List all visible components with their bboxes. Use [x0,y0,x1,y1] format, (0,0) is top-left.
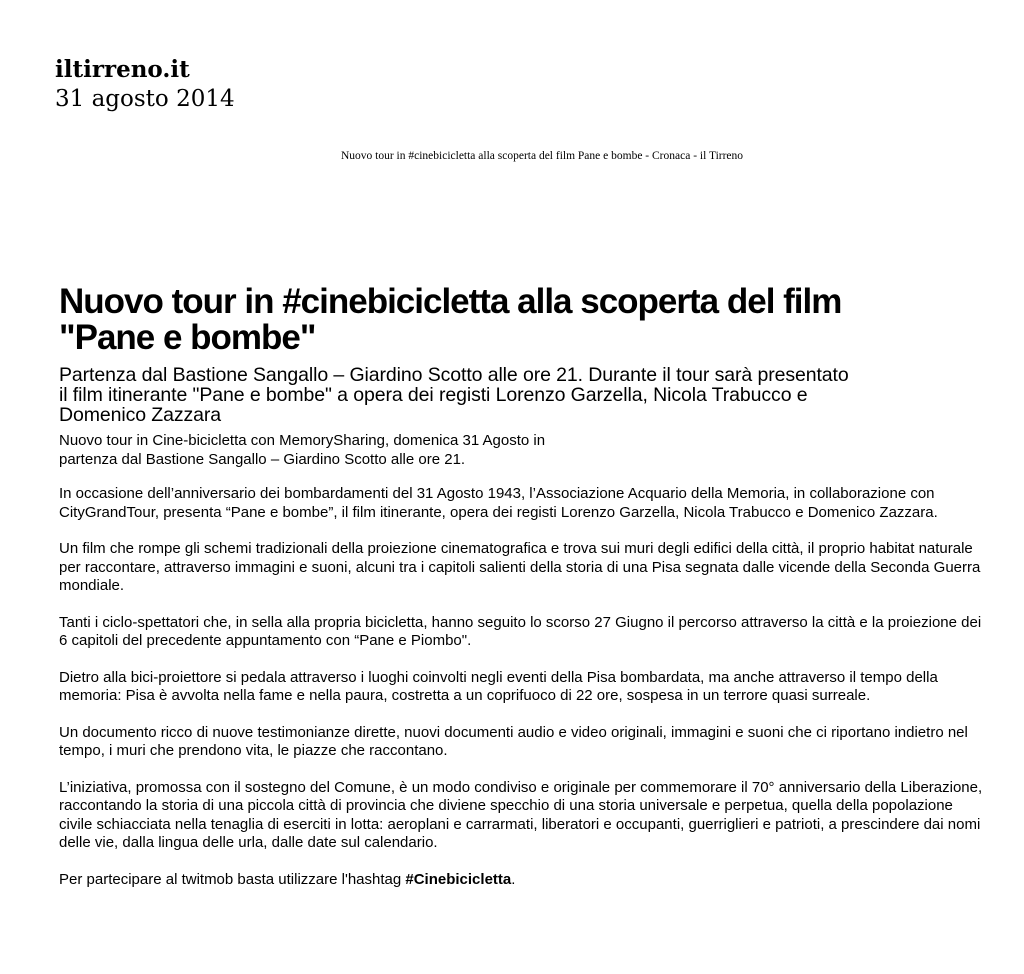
source-date: 31 agosto 2014 [55,85,235,112]
article-body [59,485,989,889]
lead-line-1: Nuovo tour in Cine-bicicletta con MemorySharing, domenica 31 Agosto in [59,432,546,449]
article-paragraph: Dietro alla bici-proiettore si pedala attraverso i luoghi coinvolti negli eventi della Pisa bombardata, ma anche attraverso il tempo della memoria: Pisa è avvolta nella fame e nella paura, costretta a un coprifuoco di 22 ore, sospesa in un terrore quasi surreale. [59,668,938,704]
article-lead [59,431,989,469]
article-paragraph: L’iniziativa, promossa con il sostegno del Comune, è un modo condiviso e originale per commemorare il 70° anniversario della Liberazione, raccontando la storia di una piccola città di provincia che diviene specchio di una storia universale e perpetua, quella della popolazione civile schiacciata nella tenaglia di eserciti in lotta: aeroplani e carrarmati, liberatori e occupanti, guerriglieri e patrioti, a prescindere dai nomi delle vie, dalla lingua delle urla, dalle date sul calendario. [59,778,983,851]
article-paragraph: Un film che rompe gli schemi tradizionali della proiezione cinematografica e trova sui muri degli edifici della città, il proprio habitat naturale per raccontare, attraverso immagini e suoni, alcuni tra i capitoli salienti della storia di una Pisa segnata dalle vicende della Seconda Guerra mondiale. [59,540,981,594]
article-paragraph: Tanti i ciclo-spettatori che, in sella alla propria bicicletta, hanno seguito lo scorso 27 Giugno il percorso attraverso la città e la proiezione dei 6 capitoli del precedente appuntamento con “Pane e Piombo". [59,613,982,649]
subtitle-line-3: Domenico Zazzara [59,404,222,426]
article-headline [59,284,989,356]
closing-text: Per partecipare al twitmob basta utilizzare l'hashtag [59,870,406,888]
closing-period: . [511,870,516,888]
article [59,284,989,889]
headline-line-1: Nuovo tour in #cinebicicletta alla scoperta del film [59,282,842,321]
closing-hashtag: #Cinebicicletta [405,870,512,888]
article-paragraph: In occasione dell’anniversario dei bombardamenti del 31 Agosto 1943, l’Associazione Acquario della Memoria, in collaborazione con CityGrandTour, presenta “Pane e bombe”, il film itinerante, opera dei registi Lorenzo Garzella, Nicola Trabucco e Domenico Zazzara. [59,485,938,521]
source-block [55,56,235,114]
article-closing-paragraph [59,871,989,890]
headline-line-2: "Pane e bombe" [59,318,316,357]
source-site: iltirreno.it [55,56,190,83]
article-subtitle [59,365,989,425]
page-header-title: Nuovo tour in #cinebicicletta alla scoperta del film Pane e bombe - Cronaca - il Tirreno [340,150,744,162]
subtitle-line-2: il film itinerante "Pane e bombe" a opera dei registi Lorenzo Garzella, Nicola Trabucco e [59,384,808,406]
article-paragraph: Un documento ricco di nuove testimonianze dirette, nuovi documenti audio e video originali, immagini e suoni che ci riportano indietro nel tempo, i muri che prendono vita, le piazze che raccontano. [59,723,968,759]
subtitle-line-1: Partenza dal Bastione Sangallo – Giardino Scotto alle ore 21. Durante il tour sarà presentato [59,364,849,386]
lead-line-2: partenza dal Bastione Sangallo – Giardino Scotto alle ore 21. [59,451,466,468]
